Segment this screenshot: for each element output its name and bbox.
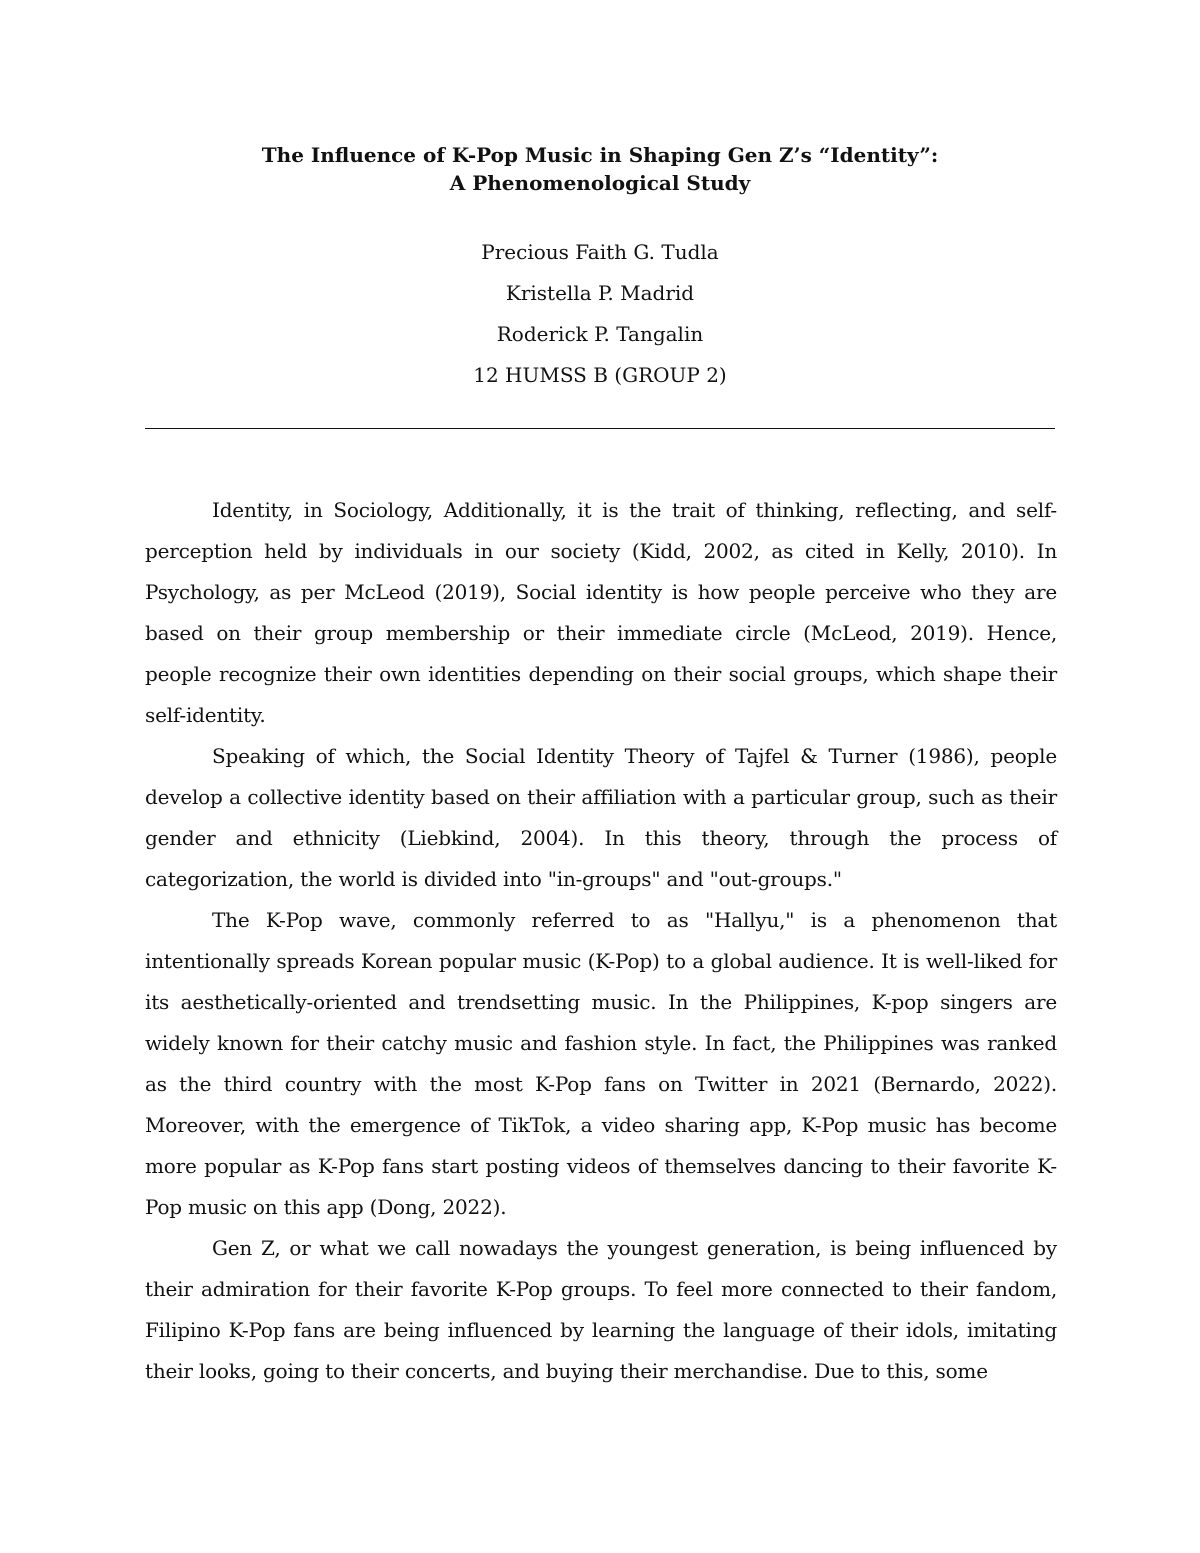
paper-title bbox=[0, 141, 1200, 197]
body-text bbox=[145, 490, 1057, 1392]
class-section: 12 HUMSS B (GROUP 2) bbox=[473, 363, 727, 387]
title-line-1: The Influence of K-Pop Music in Shaping Gen Z’s “Identity”: bbox=[261, 143, 939, 167]
author-name: Kristella P. Madrid bbox=[505, 281, 695, 305]
paragraph: The K-Pop wave, commonly referred to as "Hallyu," is a phenomenon that intentionally spreads Korean popular music (K-Pop) to a global audience. It is well-liked for its aesthetically-oriented and trendsetting music. In the Philippines, K-pop singers are widely known for their catchy music and fashion style. In fact, the Philippines was ranked as the third country with the most K-Pop fans on Twitter in 2021 (Bernardo, 2022). Moreover, with the emergence of TikTok, a video sharing app, K-Pop music has become more popular as K-Pop fans start posting videos of themselves dancing to their favorite K-Pop music on this app (Dong, 2022). bbox=[145, 908, 1057, 1219]
horizontal-divider bbox=[145, 428, 1055, 429]
paragraph: Speaking of which, the Social Identity Theory of Tajfel & Turner (1986), people develop a collective identity based on their affiliation with a particular group, such as their gender and ethnicity (Liebkind, 2004). In this theory, through the process of categorization, the world is divided into "in-groups" and "out-groups." bbox=[145, 744, 1057, 891]
author-name: Precious Faith G. Tudla bbox=[481, 240, 719, 264]
title-line-2: A Phenomenological Study bbox=[449, 171, 751, 195]
paragraph: Identity, in Sociology, Additionally, it is the trait of thinking, reflecting, and self-perception held by individuals in our society (Kidd, 2002, as cited in Kelly, 2010). In Psychology, as per McLeod (2019), Social identity is how people perceive who they are based on their group membership or their immediate circle (McLeod, 2019). Hence, people recognize their own identities depending on their social groups, which shape their self-identity. bbox=[145, 498, 1057, 727]
paragraph: Gen Z, or what we call nowadays the youngest generation, is being influenced by their admiration for their favorite K-Pop groups. To feel more connected to their fandom, Filipino K-Pop fans are being influenced by learning the language of their idols, imitating their looks, going to their concerts, and buying their merchandise. Due to this, some bbox=[145, 1236, 1057, 1383]
author-list bbox=[0, 238, 1200, 402]
author-name: Roderick P. Tangalin bbox=[496, 322, 704, 346]
